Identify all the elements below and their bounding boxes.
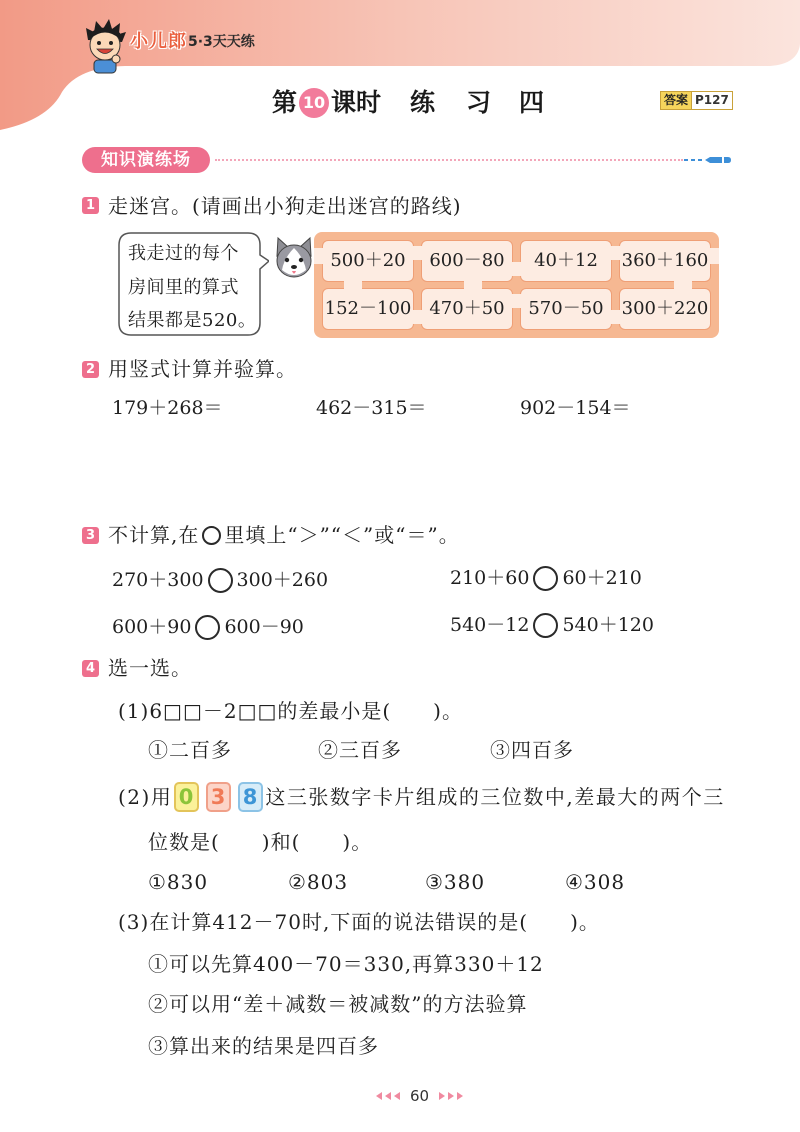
answer-reference <box>660 91 733 110</box>
choice-option: ①可以先算400－70＝330,再算330＋12 <box>148 952 544 976</box>
answer-circle <box>208 568 233 593</box>
choice-option: ③算出来的结果是四百多 <box>148 1034 379 1058</box>
choice-option: ③四百多 <box>490 738 574 762</box>
comparison-left: 600＋90 <box>112 616 192 638</box>
calculation-expression: 902－154＝ <box>520 397 631 419</box>
answer-circle <box>533 566 558 591</box>
choice-option: ③380 <box>425 870 486 894</box>
comparison-left: 540－12 <box>450 614 530 636</box>
section-label: 知识演练场 <box>82 147 210 173</box>
maze-room <box>421 288 513 330</box>
bubble-line: 结果都是520。 <box>128 310 257 331</box>
calculation-expression: 462－315＝ <box>316 397 427 419</box>
maze-room-expression: 570－50 <box>528 298 604 319</box>
sub-question-stem <box>118 782 725 812</box>
prompt-text-before: 不计算,在 <box>108 523 200 547</box>
husky-dog-icon <box>272 236 316 282</box>
lesson-suffix: 课时 <box>331 88 382 117</box>
answer-page: P127 <box>691 92 732 109</box>
bubble-line: 我走过的每个 <box>128 243 239 264</box>
maze-room-expression: 360＋160 <box>621 250 709 271</box>
question-number-badge: 1 <box>82 197 99 214</box>
comparison-item <box>112 567 328 593</box>
prompt-text-after: 里填上“＞”“＜”或“＝”。 <box>224 523 460 547</box>
bubble-line: 房间里的算式 <box>128 277 239 298</box>
maze-door <box>511 294 522 308</box>
sub-question-stem: (3)在计算412－70时,下面的说法错误的是( )。 <box>118 910 600 934</box>
lesson-number-badge: 10 <box>299 88 329 118</box>
choice-option: ②803 <box>288 870 349 894</box>
question-prompt: 走迷宫。(请画出小狗走出迷宫的路线) <box>108 194 462 218</box>
question-number-badge: 4 <box>82 660 99 677</box>
comparison-right: 600－90 <box>224 616 304 638</box>
brand-name: 小儿郎 <box>130 31 187 52</box>
page-footer <box>376 1087 463 1105</box>
maze-door <box>344 280 362 290</box>
maze-room-expression: 470＋50 <box>429 298 505 319</box>
title-char: 四 <box>519 88 545 117</box>
comparison-item <box>450 565 642 591</box>
maze-room-expression: 40＋12 <box>534 250 598 271</box>
maze-door <box>412 310 423 324</box>
question-number-badge: 3 <box>82 527 99 544</box>
comparison-left: 210＋60 <box>450 567 530 589</box>
maze-room <box>322 240 414 282</box>
maze-room <box>322 288 414 330</box>
maze-room-expression: 300＋220 <box>621 298 709 319</box>
comparison-right: 60＋210 <box>562 567 642 589</box>
maze-room-expression: 152－100 <box>324 298 412 319</box>
maze-room <box>619 288 711 330</box>
maze-door <box>511 262 522 276</box>
comparison-item <box>112 614 304 640</box>
digit-card: 8 <box>238 782 263 812</box>
answer-circle <box>533 613 558 638</box>
sub-question-stem-continued: 位数是( )和( )。 <box>148 830 373 854</box>
question-number-badge: 2 <box>82 361 99 378</box>
maze-door <box>464 280 482 290</box>
choice-option: ①二百多 <box>148 738 232 762</box>
comparison-right: 540＋120 <box>562 614 654 636</box>
digit-card: 0 <box>174 782 199 812</box>
digit-cards <box>174 782 263 812</box>
maze-door <box>610 310 621 324</box>
left-arrows-icon <box>376 1091 400 1101</box>
choice-option: ②可以用“差＋减数＝被减数”的方法验算 <box>148 992 528 1016</box>
digit-card: 3 <box>206 782 231 812</box>
calculation-expression: 179＋268＝ <box>112 397 223 419</box>
right-arrows-icon <box>439 1091 463 1101</box>
maze-door <box>412 246 423 260</box>
maze-exit <box>709 248 719 264</box>
comparison-left: 270＋300 <box>112 569 204 591</box>
maze <box>314 232 719 338</box>
boy-mascot-icon <box>82 18 128 74</box>
title-char: 练 <box>410 88 436 117</box>
circle-symbol <box>202 526 221 545</box>
lesson-prefix: 第 <box>272 88 298 117</box>
maze-door <box>610 246 621 260</box>
series-name: 5·3天天练 <box>188 34 255 50</box>
choice-option: ②三百多 <box>318 738 402 762</box>
maze-room <box>520 288 612 330</box>
maze-door <box>674 280 692 290</box>
question-prompt: 用竖式计算并验算。 <box>108 357 297 381</box>
stem-text-before: (2)用 <box>118 785 173 809</box>
title-char: 习 <box>466 88 492 117</box>
maze-entrance <box>314 248 324 264</box>
question-prompt <box>108 523 460 547</box>
sub-question-stem: (1)6□□－2□□的差最小是( )。 <box>118 699 463 723</box>
pen-icon <box>684 154 732 166</box>
question-prompt: 选一选。 <box>108 656 192 680</box>
maze-room-expression: 500＋20 <box>330 250 406 271</box>
comparison-right: 300＋260 <box>236 569 329 591</box>
maze-room-expression: 600－80 <box>429 250 505 271</box>
stem-text-after: 这三张数字卡片组成的三位数中,差最大的两个三 <box>265 785 725 809</box>
maze-room <box>421 240 513 282</box>
maze-room <box>520 240 612 282</box>
answer-circle <box>195 615 220 640</box>
answer-label: 答案 <box>661 92 691 109</box>
comparison-item <box>450 612 654 638</box>
page-number: 60 <box>410 1087 430 1105</box>
choice-option: ①830 <box>148 870 209 894</box>
section-divider <box>215 159 683 161</box>
maze-room <box>619 240 711 282</box>
choice-option: ④308 <box>565 870 626 894</box>
